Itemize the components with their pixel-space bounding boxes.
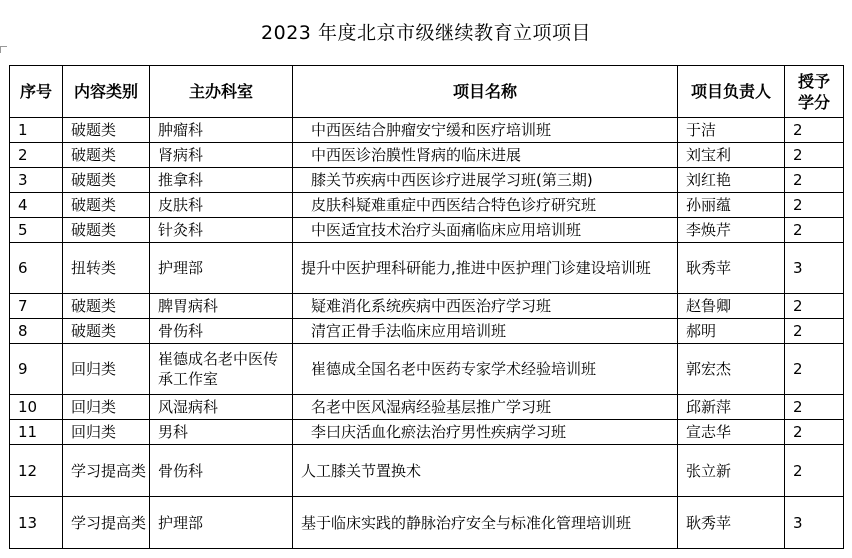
row-no: 13 [10,497,63,549]
row-category: 破题类 [63,218,150,243]
table-header-row [10,66,844,118]
row-name: 人工膝关节置换术 [293,445,678,497]
row-dept: 风湿病科 [150,395,293,420]
row-no: 10 [10,395,63,420]
header-no: 序号 [10,66,63,118]
row-dept: 皮肤科 [150,193,293,218]
row-name: 中西医结合肿瘤安宁缓和医疗培训班 [293,118,678,143]
row-category: 破题类 [63,143,150,168]
row-name: 李曰庆活血化瘀法治疗男性疾病学习班 [293,420,678,445]
row-credit: 3 [785,243,844,294]
row-no: 9 [10,344,63,395]
row-no: 4 [10,193,63,218]
row-dept: 男科 [150,420,293,445]
row-category: 扭转类 [63,243,150,294]
row-credit: 2 [785,294,844,319]
row-dept: 护理部 [150,497,293,549]
row-leader: 李焕芹 [678,218,785,243]
row-leader: 刘宝利 [678,143,785,168]
row-credit: 2 [785,218,844,243]
page-corner-mark [0,46,7,53]
table-row [10,193,844,218]
row-no: 12 [10,445,63,497]
document-title: 2023 年度北京市级继续教育立项项目 [261,22,591,44]
row-no: 1 [10,118,63,143]
header-dept: 主办科室 [150,66,293,118]
row-category: 回归类 [63,344,150,395]
row-credit: 2 [785,344,844,395]
header-name: 项目名称 [293,66,678,118]
row-leader: 郭宏杰 [678,344,785,395]
table-row [10,294,844,319]
row-leader: 刘红艳 [678,168,785,193]
row-credit: 2 [785,143,844,168]
table-row [10,344,844,395]
row-leader: 于洁 [678,118,785,143]
row-credit: 2 [785,118,844,143]
row-leader: 宣志华 [678,420,785,445]
table-row [10,243,844,294]
row-credit: 2 [785,319,844,344]
row-dept: 骨伤科 [150,445,293,497]
table-row [10,497,844,549]
row-dept: 护理部 [150,243,293,294]
table-row [10,395,844,420]
row-no: 11 [10,420,63,445]
row-leader: 邱新萍 [678,395,785,420]
header-category: 内容类别 [63,66,150,118]
row-credit: 3 [785,497,844,549]
row-name: 皮肤科疑难重症中西医结合特色诊疗研究班 [293,193,678,218]
table-row [10,118,844,143]
header-credit: 授予学分 [785,66,844,118]
row-leader: 郝明 [678,319,785,344]
row-leader: 孙丽蕴 [678,193,785,218]
row-category: 学习提高类 [63,497,150,549]
header-leader: 项目负责人 [678,66,785,118]
row-name: 疑难消化系统疾病中西医治疗学习班 [293,294,678,319]
row-dept: 骨伤科 [150,319,293,344]
row-category: 破题类 [63,319,150,344]
row-no: 7 [10,294,63,319]
table-row [10,319,844,344]
row-dept: 崔德成名老中医传承工作室 [150,344,293,395]
row-credit: 2 [785,420,844,445]
row-category: 回归类 [63,395,150,420]
project-table [9,65,844,549]
row-credit: 2 [785,193,844,218]
row-no: 6 [10,243,63,294]
row-dept: 肾病科 [150,143,293,168]
row-credit: 2 [785,168,844,193]
row-credit: 2 [785,395,844,420]
row-dept: 推拿科 [150,168,293,193]
row-name: 膝关节疾病中西医诊疗进展学习班(第三期) [293,168,678,193]
row-dept: 肿瘤科 [150,118,293,143]
row-leader: 耿秀苹 [678,243,785,294]
row-leader: 张立新 [678,445,785,497]
row-category: 破题类 [63,294,150,319]
row-dept: 针灸科 [150,218,293,243]
row-leader: 耿秀苹 [678,497,785,549]
row-category: 回归类 [63,420,150,445]
row-leader: 赵鲁卿 [678,294,785,319]
row-name: 清宫正骨手法临床应用培训班 [293,319,678,344]
row-name: 中西医诊治膜性肾病的临床进展 [293,143,678,168]
row-name: 崔德成全国名老中医药专家学术经验培训班 [293,344,678,395]
row-no: 3 [10,168,63,193]
row-no: 5 [10,218,63,243]
table-row [10,218,844,243]
row-name: 基于临床实践的静脉治疗安全与标准化管理培训班 [293,497,678,549]
row-no: 2 [10,143,63,168]
row-category: 学习提高类 [63,445,150,497]
row-dept: 脾胃病科 [150,294,293,319]
table-row [10,445,844,497]
row-credit: 2 [785,445,844,497]
row-category: 破题类 [63,168,150,193]
table-row [10,420,844,445]
row-name: 名老中医风湿病经验基层推广学习班 [293,395,678,420]
row-category: 破题类 [63,193,150,218]
table-row [10,168,844,193]
row-name: 提升中医护理科研能力,推进中医护理门诊建设培训班 [293,243,678,294]
row-name: 中医适宜技术治疗头面痛临床应用培训班 [293,218,678,243]
table-row [10,143,844,168]
row-no: 8 [10,319,63,344]
row-category: 破题类 [63,118,150,143]
